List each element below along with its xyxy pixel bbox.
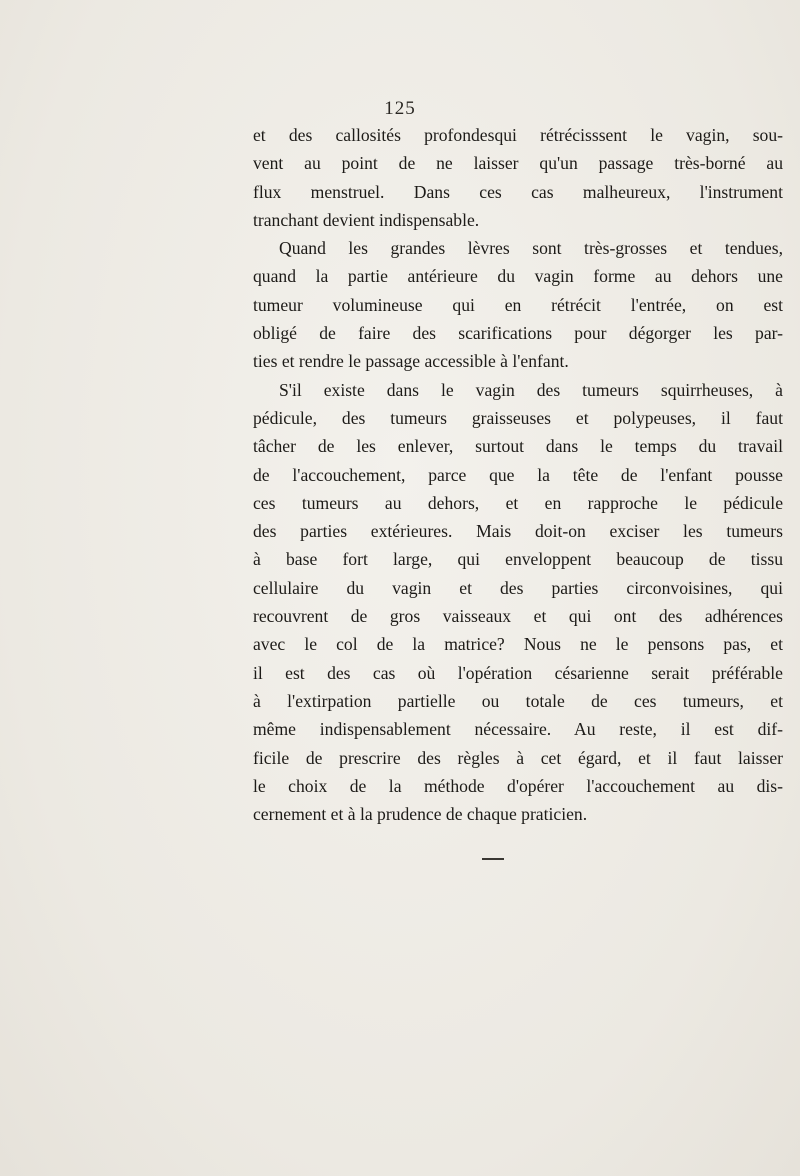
- text-line: cellulaire du vagin et des parties circonvoisines, qui: [253, 577, 783, 598]
- text-line: pédicule, des tumeurs graisseuses et polypeuses, il faut: [253, 407, 783, 428]
- text-line: flux menstruel. Dans ces cas malheureux, l'instrument: [253, 181, 783, 202]
- text-line: recouvrent de gros vaisseaux et qui ont des adhérences: [253, 606, 783, 627]
- text-line: tâcher de les enlever, surtout dans le temps du travail: [253, 436, 783, 457]
- text-line: ficile de prescrire des règles à cet égard, et il faut laisser: [253, 747, 783, 768]
- paragraph-2: [253, 234, 783, 375]
- end-dash-text: [482, 846, 499, 866]
- text-line: il est des cas où l'opération césarienne serait préférable: [253, 662, 783, 683]
- text-line: même indispensablement nécessaire. Au reste, il est dif-: [253, 719, 783, 740]
- text-line: à base fort large, qui enveloppent beaucoup de tissu: [253, 549, 783, 570]
- text-line: le choix de la méthode d'opérer l'accouchement au dis-: [253, 775, 783, 796]
- text-line: obligé de faire des scarifications pour dégorger les par-: [253, 323, 783, 344]
- text-line: de l'accouchement, parce que la tête de l'enfant pousse: [253, 464, 783, 485]
- text-line: ties et rendre le passage accessible à l'enfant.: [253, 351, 569, 372]
- text-line: Quand les grandes lèvres sont très-grosses et tendues,: [279, 238, 783, 259]
- text-line: tumeur volumineuse qui en rétrécit l'entrée, on est: [253, 294, 783, 315]
- text-line: cernement et à la prudence de chaque praticien.: [253, 804, 588, 825]
- text-line: à l'extirpation partielle ou totale de ces tumeurs, et: [253, 690, 783, 711]
- paragraph-1: [253, 121, 783, 234]
- page-number: 125: [384, 98, 416, 119]
- text-line: quand la partie antérieure du vagin forme au dehors une: [253, 266, 783, 287]
- text-line: et des callosités profondesqui rétrécisssent le vagin, sou-: [253, 125, 783, 145]
- text-line: S'il existe dans le vagin des tumeurs squirrheuses, à: [279, 379, 783, 400]
- text-line: avec le col de la matrice? Nous ne le pensons pas, et: [253, 634, 783, 655]
- paragraph-3: [253, 376, 783, 829]
- text-line: des parties extérieures. Mais doit-on exciser les tumeurs: [253, 521, 783, 542]
- body-text: [253, 121, 783, 828]
- text-line: tranchant devient indispensable.: [253, 209, 480, 230]
- text-line: ces tumeurs au dehors, et en rapproche le pédicule: [253, 492, 783, 513]
- text-line: vent au point de ne laisser qu'un passage très-borné au: [253, 153, 783, 174]
